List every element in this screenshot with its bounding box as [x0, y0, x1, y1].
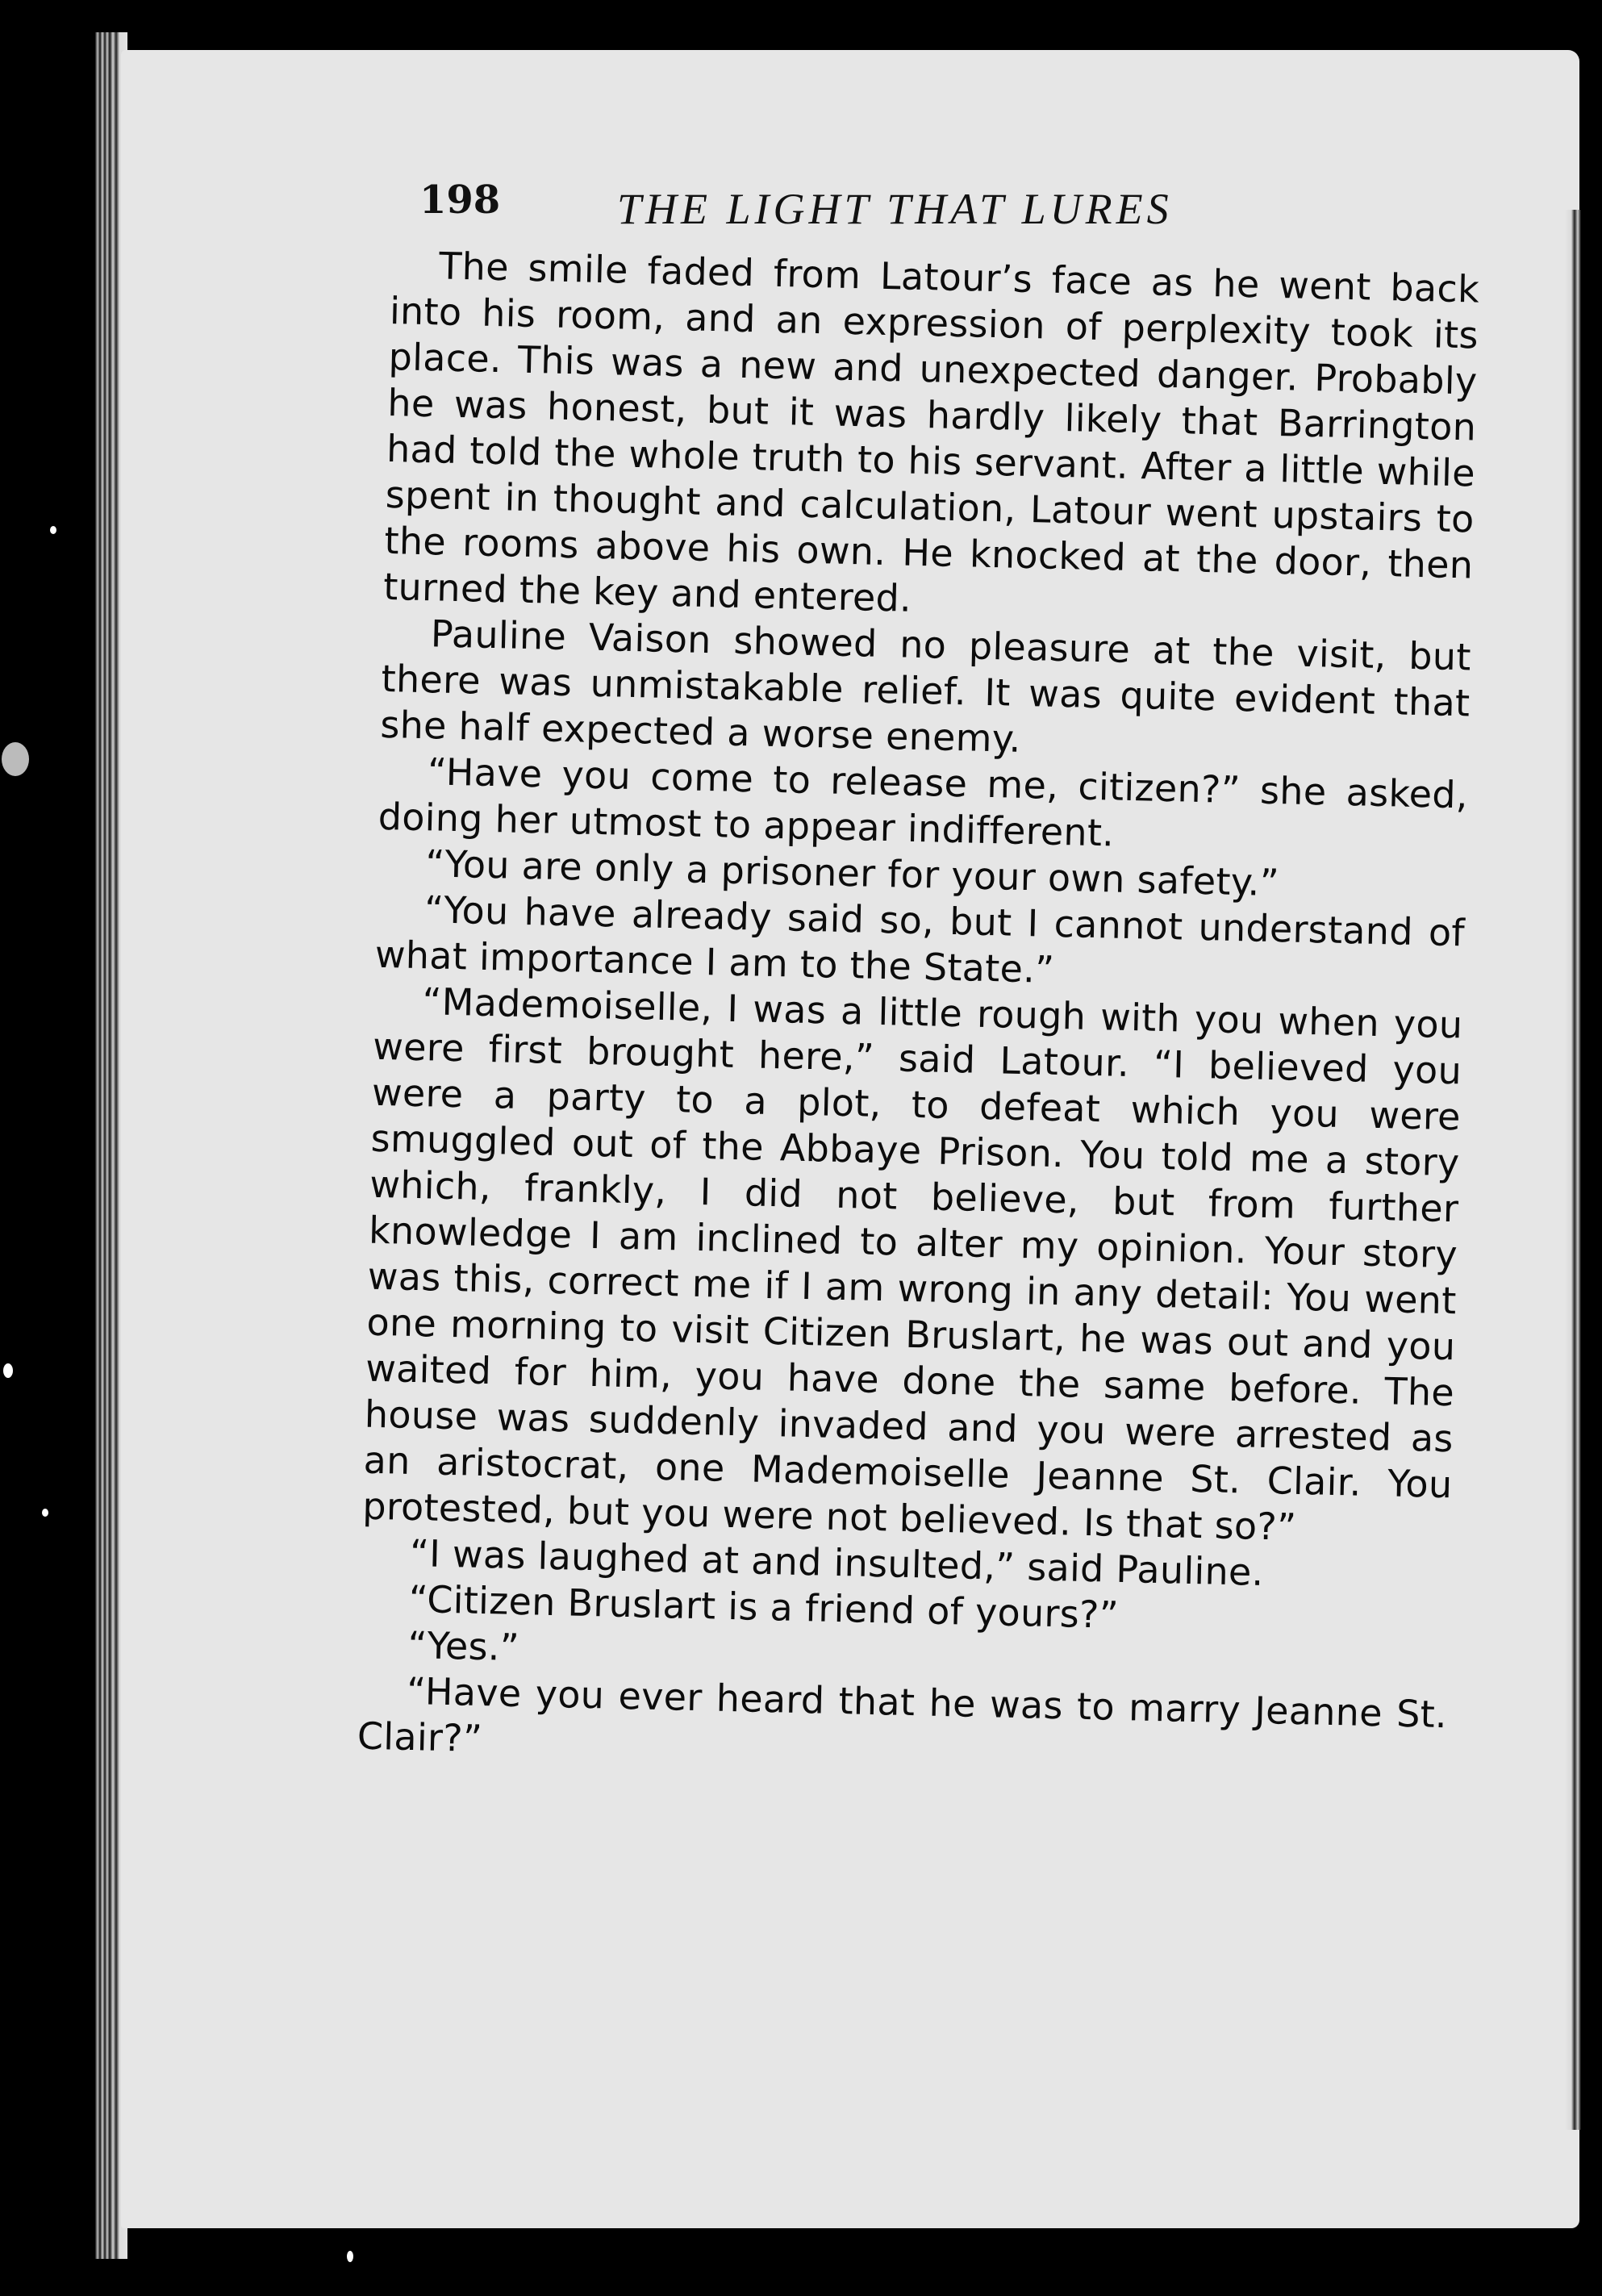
- dust-speck: [50, 526, 56, 534]
- paragraph: “Have you ever heard that he was to marry Jeanne St. Clair?”: [357, 1668, 1448, 1761]
- dust-speck: [2, 742, 29, 776]
- paragraph: “You are only a prisoner for your own safety.”: [424, 841, 1280, 905]
- paragraph: “Have you come to release me, citizen?” she asked, doing her utmost to appear indifferent.: [378, 749, 1469, 855]
- dust-speck: [347, 2251, 353, 2262]
- page-header: [419, 177, 1307, 242]
- paragraph: “Mademoiselle, I was a little rough with you when you were first brought here,” said Latour. “I believed you were a party to a plot, to defeat which you were smuggled out of the Abbaye Prison. You told me a story which, frankly, I did not believe, but from further knowledge I am inclined to alter my opinion. Your story was this, correct me if I am wrong in any detail: You went one morning to visit Citizen Bruslart, he was out and you waited for him, you have done the same before. The house was suddenly invaded and you were arrested as an aristocrat, one Mademoiselle Jeanne St. Clair. You protested, but you were not believed. Is that so?”: [361, 979, 1463, 1549]
- paragraph: “You have already said so, but I cannot understand of what importance I am to the State.”: [374, 887, 1466, 991]
- dust-speck: [42, 1509, 48, 1517]
- book-page-right-edge: [1565, 210, 1581, 2130]
- running-title: THE LIGHT THAT LURES: [617, 185, 1173, 233]
- body-text: [357, 242, 1479, 1784]
- paragraph: “I was laughed at and insulted,” said Pauline.: [409, 1530, 1265, 1594]
- paragraph: Pauline Vaison showed no pleasure at the visit, but there was unmistakable relief. It was quite evident that she half expected a worse enemy.: [379, 612, 1472, 761]
- dust-speck: [3, 1363, 13, 1378]
- paragraph: “Yes.”: [407, 1622, 520, 1670]
- paragraph: The smile faded from Latour’s face as he went back into his room, and an expression of perplexity took its place. This was a new and unexpected danger. Probably he was honest, but it was hardly likely that Barrington had told the whole truth to his servant. After a little while spent in thought and calculation, Latour went upstairs to the rooms above his own. He knocked at the door, then turned the key and entered.: [382, 244, 1480, 620]
- page-number: 198: [419, 177, 501, 223]
- paragraph: “Citizen Bruslart is a friend of yours?”: [408, 1576, 1120, 1637]
